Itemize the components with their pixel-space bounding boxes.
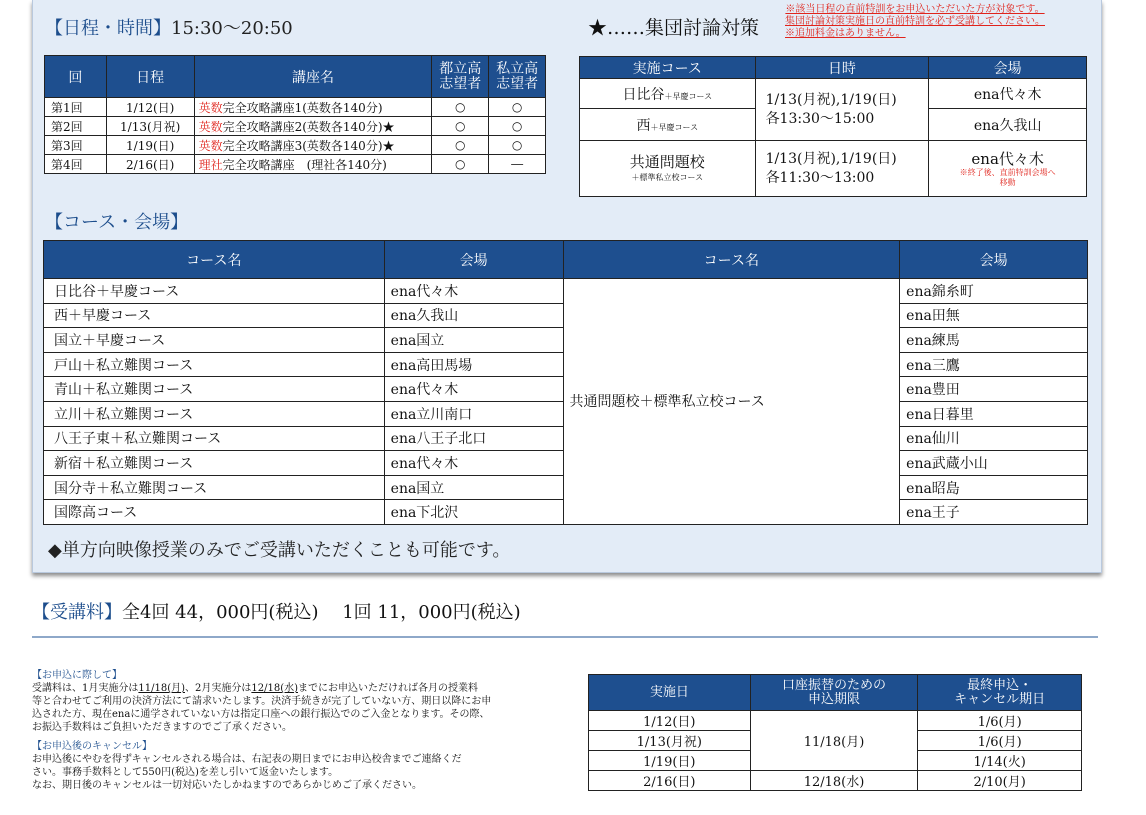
- group-datetime-cell: 1/13(月祝),1/19(日) 各13:30～15:00: [755, 79, 929, 141]
- deadline-row: [589, 771, 1082, 791]
- venue-row: [44, 279, 1088, 304]
- group-course-cell: 日比谷＋早慶コース: [580, 79, 756, 109]
- header-date: 日程: [106, 56, 194, 98]
- schedule-table: [44, 55, 546, 174]
- venue-course: 八王子東＋私立難関コース: [44, 426, 385, 451]
- venues-header-venue: 会場: [384, 241, 563, 279]
- deadline-date: 1/19(日): [589, 751, 751, 771]
- deadline-jan: 11/18(月): [750, 711, 918, 771]
- schedule-row: [45, 155, 546, 174]
- venue-name-right: ena錦糸町: [900, 279, 1088, 304]
- schedule-shiritsu: ―: [489, 155, 546, 174]
- schedule-course: 英数完全攻略講座2(英数各140分)★: [194, 117, 432, 136]
- header-toritsu: 都立高志望者: [432, 56, 489, 98]
- deadline-row: [589, 711, 1082, 731]
- group-venue-cell: ena久我山: [929, 109, 1087, 141]
- venue-name: ena久我山: [384, 303, 563, 328]
- schedule-row: [45, 136, 546, 155]
- fee-line: [32, 598, 521, 624]
- header-course: 講座名: [194, 56, 432, 98]
- venue-course-shared: 共通問題校＋標準私立校コース: [563, 279, 900, 525]
- venue-course: 立川＋私立難関コース: [44, 401, 385, 426]
- venue-name: ena高田馬場: [384, 352, 563, 377]
- venue-name-right: ena昭島: [900, 475, 1088, 500]
- venue-name-right: ena田無: [900, 303, 1088, 328]
- fee-text: 全4回 44，000円(税込) 1回 11，000円(税込): [122, 602, 521, 623]
- venue-name-right: ena豊田: [900, 377, 1088, 402]
- schedule-title-label: 【日程・時間】: [45, 18, 171, 39]
- schedule-shiritsu: ○: [489, 136, 546, 155]
- schedule-toritsu: ○: [432, 136, 489, 155]
- schedule-row: [45, 117, 546, 136]
- group-header-venue: 会場: [929, 57, 1087, 79]
- venue-course: 国際高コース: [44, 500, 385, 525]
- group-notes: [785, 4, 1045, 40]
- venues-header-venue-2: 会場: [900, 241, 1088, 279]
- venues-title: 【コース・会場】: [45, 212, 189, 233]
- group-row: [580, 79, 1087, 109]
- apply-line: お振込手数料はご負担いただきますのでご了承ください。: [32, 722, 292, 733]
- group-table: [579, 56, 1087, 197]
- schedule-date: 2/16(日): [106, 155, 194, 174]
- venues-header-course: コース名: [44, 241, 385, 279]
- schedule-date: 1/19(日): [106, 136, 194, 155]
- fee-label: 【受講料】: [32, 602, 122, 623]
- divider: [32, 636, 1098, 638]
- schedule-toritsu: ○: [432, 98, 489, 117]
- group-venue-cell: ena代々木 ※終了後、直前特訓会場へ 移動: [929, 141, 1087, 197]
- group-note-1: ※該当日程の直前特訓をお申込いただいた方が対象です。: [785, 4, 1045, 15]
- group-venue-cell: ena代々木: [929, 79, 1087, 109]
- venue-course: 西＋早慶コース: [44, 303, 385, 328]
- deadline-header-date: 実施日: [589, 675, 751, 711]
- group-datetime-cell: 1/13(月祝),1/19(日) 各11:30～13:00: [755, 141, 929, 197]
- venue-name: ena代々木: [384, 279, 563, 304]
- group-row: [580, 141, 1087, 197]
- venue-name: ena下北沢: [384, 500, 563, 525]
- deadline-final: 1/6(月): [918, 711, 1082, 731]
- group-header-course: 実施コース: [580, 57, 756, 79]
- apply-notes: [32, 669, 491, 792]
- venue-name: ena代々木: [384, 451, 563, 476]
- deadline-final: 2/10(月): [918, 771, 1082, 791]
- cancel-line: なお、期日後のキャンセルは一切対応いたしかねますのであらかじめご了承ください。: [32, 780, 422, 791]
- venue-name: ena立川南口: [384, 401, 563, 426]
- venues-header-course-2: コース名: [563, 241, 900, 279]
- schedule-course: 理社完全攻略講座 (理社各140分): [194, 155, 432, 174]
- group-title: ★……集団討論対策: [588, 17, 760, 39]
- schedule-no: 第1回: [45, 98, 107, 117]
- venue-course: 日比谷＋早慶コース: [44, 279, 385, 304]
- cancel-heading: 【お申込後のキャンセル】: [32, 741, 152, 752]
- cancel-line: お申込後にやむを得ずキャンセルされる場合は、右記表の期日までにお申込校舎までご連絡くだ: [32, 754, 462, 765]
- venue-name-right: ena三鷹: [900, 352, 1088, 377]
- venue-name-right: ena練馬: [900, 328, 1088, 353]
- deadline-date: 1/12(日): [589, 711, 751, 731]
- schedule-date: 1/13(月祝): [106, 117, 194, 136]
- venue-name-right: ena武蔵小山: [900, 451, 1088, 476]
- group-course-cell: 共通問題校 ＋標準私立校コース: [580, 141, 756, 197]
- apply-line: 等と合わせてご利用の決済方法にて請求いたします。決済手続きが完了していない方、期日以降にお申: [32, 696, 492, 707]
- venue-name: ena代々木: [384, 377, 563, 402]
- schedule-toritsu: ○: [432, 155, 489, 174]
- venue-course: 戸山＋私立難関コース: [44, 352, 385, 377]
- schedule-course: 英数完全攻略講座3(英数各140分)★: [194, 136, 432, 155]
- venue-name: ena国立: [384, 475, 563, 500]
- deadline-date: 1/13(月祝): [589, 731, 751, 751]
- schedule-date: 1/12(日): [106, 98, 194, 117]
- venue-course: 国分寺＋私立難関コース: [44, 475, 385, 500]
- venue-name: ena八王子北口: [384, 426, 563, 451]
- schedule-course: 英数完全攻略講座1(英数各140分): [194, 98, 432, 117]
- apply-heading: 【お申込に際して】: [32, 670, 122, 681]
- schedule-title: [45, 14, 293, 40]
- venue-course: 新宿＋私立難関コース: [44, 451, 385, 476]
- schedule-toritsu: ○: [432, 117, 489, 136]
- venue-name-right: ena王子: [900, 500, 1088, 525]
- schedule-no: 第4回: [45, 155, 107, 174]
- venue-name-right: ena仙川: [900, 426, 1088, 451]
- venues-footnote: ◆単方向映像授業のみでご受講いただくことも可能です。: [48, 540, 511, 561]
- venue-course: 青山＋私立難関コース: [44, 377, 385, 402]
- deadline-table: [588, 674, 1082, 791]
- group-note-3: ※追加料金はありません。: [785, 28, 906, 39]
- header-shiritsu: 私立高志望者: [489, 56, 546, 98]
- deadline-final: 1/14(火): [918, 751, 1082, 771]
- schedule-shiritsu: ○: [489, 98, 546, 117]
- schedule-time: 15:30～20:50: [171, 18, 293, 39]
- venues-table: [43, 240, 1088, 525]
- venue-course: 国立＋早慶コース: [44, 328, 385, 353]
- header-no: 回: [45, 56, 107, 98]
- cancel-line: さい。事務手数料として550円(税込)を差し引いて返金いたします。: [32, 767, 339, 778]
- schedule-no: 第2回: [45, 117, 107, 136]
- deadline-date: 2/16(日): [589, 771, 751, 791]
- schedule-no: 第3回: [45, 136, 107, 155]
- deadline-header-final: 最終申込・ キャンセル期日: [918, 675, 1082, 711]
- venue-name-right: ena日暮里: [900, 401, 1088, 426]
- apply-line: 込された方、現在enaに通学されていない方は指定口座への銀行振込でのご入金となります。その際、: [32, 709, 490, 720]
- apply-line: 受講料は、1月実施分は11/18(月)、2月実施分は12/18(水)までにお申込いただければ各月の授業料: [32, 683, 478, 694]
- deadline-feb: 12/18(水): [750, 771, 918, 791]
- group-header-datetime: 日時: [755, 57, 929, 79]
- group-note-2: 集団討論対策実施日の直前特訓を必ず受講してください。: [785, 16, 1045, 27]
- venue-name: ena国立: [384, 328, 563, 353]
- schedule-shiritsu: ○: [489, 117, 546, 136]
- group-course-cell: 西＋早慶コース: [580, 109, 756, 141]
- deadline-final: 1/6(月): [918, 731, 1082, 751]
- deadline-header-deadline: 口座振替のための 申込期限: [750, 675, 918, 711]
- schedule-row: [45, 98, 546, 117]
